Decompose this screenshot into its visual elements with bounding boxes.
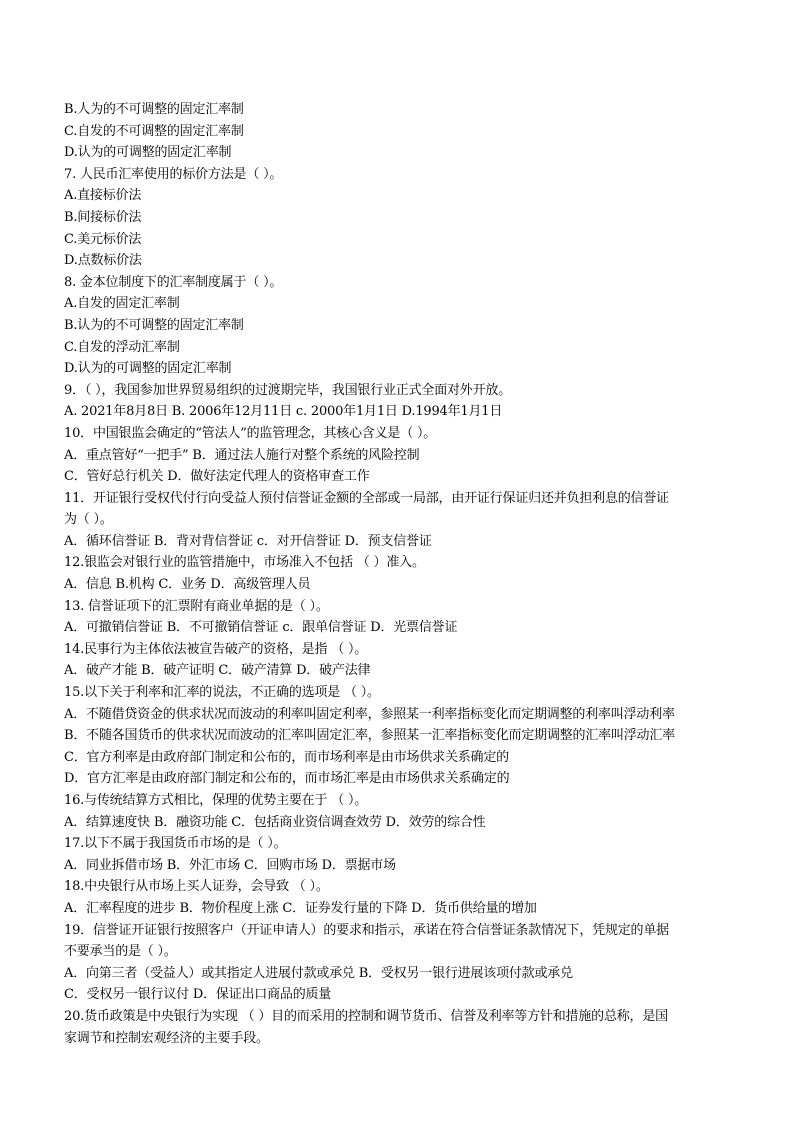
text-line: A．重点管好“一把手” B．通过法人施行对整个系统的风险控制 <box>64 447 420 463</box>
text-line: 14.民事行为主体依法被宣告破产的资格，是指 （ ）。 <box>64 641 368 657</box>
text-line: B.认为的不可调整的固定汇率制 <box>64 317 244 333</box>
text-line: 8. 金本位制度下的汇率制度属于（ ）。 <box>64 274 283 290</box>
text-line: A．汇率程度的进步 B．物价程度上涨 C．证券发行量的下降 D．货币供给量的增加 <box>64 900 537 916</box>
text-line: C.自发的浮动汇率制 <box>64 339 180 355</box>
text-line: C．管好总行机关 D．做好法定代理人的资格审查工作 <box>64 469 370 485</box>
text-line: B.人为的不可调整的固定汇率制 <box>64 102 244 117</box>
text-line: A. 2021年8月8日 B. 2006年12月11日 c. 2000年1月1日 D.1994年1月1日 <box>64 404 503 420</box>
text-line: A．同业拆借市场 B．外汇市场 C．回购市场 D．票据市场 <box>64 857 396 873</box>
text-line: 19．信誉证开证银行按照客户（开证申请人）的要求和指示，承诺在符合信誉证条款情况下，凭规定的单据 <box>64 922 669 938</box>
text-line: A．结算速度快 B．融资功能 C．包括商业资信调查效劳 D．效劳的综合性 <box>64 814 486 830</box>
text-line: 18.中央银行从市场上买人证券，会导致 （ ）。 <box>64 879 329 895</box>
text-line: 15.以下关于利率和汇率的说法，不正确的选项是 （ ）。 <box>64 685 380 701</box>
text-line: A．循环信誉证 B．背对背信誉证 c．对开信誉证 D．预支信誉证 <box>64 533 432 549</box>
document-page <box>64 99 734 1049</box>
text-line: B．不随各国货币的供求状况而波动的汇率叫固定汇率，参照某一汇率指标变化而定期调整的汇率叫浮动汇率 <box>64 728 675 744</box>
text-line: A．破产才能 B．破产证明 C．破产清算 D．破产法律 <box>64 663 371 679</box>
text-line: 12.银监会对银行业的监管措施中，市场准入不包括 （ ）准入。 <box>64 555 425 571</box>
text-line: B.间接标价法 <box>64 209 142 225</box>
text-line: A．向第三者（受益人）或其指定人进展付款或承兑 B．受权另一银行进展该项付款或承兑 <box>64 965 573 981</box>
text-line: 13. 信誉证项下的汇票附有商业单据的是（ ）。 <box>64 598 329 614</box>
text-line: 10．中国银监会确定的“管法人”的监管理念，其核心含义是（ ）。 <box>64 425 437 441</box>
text-line: A．不随借贷资金的供求状况而波动的利率叫固定利率，参照某一利率指标变化而定期调整的利率叫浮动利率 <box>64 706 675 722</box>
text-line: 17.以下不属于我国货币市场的是（ ）。 <box>64 836 287 852</box>
text-line: A．信息 B.机构 C．业务 D．高级管理人员 <box>64 577 311 593</box>
text-line: 9．（ ），我国参加世界贸易组织的过渡期完毕，我国银行业正式全面对外开放。 <box>64 382 512 398</box>
text-line: C．受权另一银行议付 D．保证出口商品的质量 <box>64 987 332 1003</box>
text-line: 16.与传统结算方式相比，保理的优势主要在于 （ ）。 <box>64 793 368 808</box>
text-line: D．官方汇率是由政府部门制定和公布的，而市场汇率是由市场供求关系确定的 <box>64 771 510 787</box>
text-line: 7. 人民币汇率使用的标价方法是（ ）。 <box>64 166 283 182</box>
text-line: 20.货币政策是中央银行为实现 （ ）目的而采用的控制和调节货币、信誉及利率等方针和措施的总称，是国 <box>64 1008 668 1024</box>
text-line: C．官方利率是由政府部门制定和公布的，而市场利率是由市场供求关系确定的 <box>64 749 509 765</box>
text-line: 11．开证银行受权代付行向受益人预付信誉证金额的全部或一局部，由开证行保证归还并负担利息的信誉证 <box>64 490 669 506</box>
text-line: 为（ ）。 <box>64 512 113 528</box>
text-line: C.美元标价法 <box>64 231 142 247</box>
text-line: D.认为的可调整的固定汇率制 <box>64 145 232 161</box>
text-line: A．可撤销信誉证 B．不可撤销信誉证 c．跟单信誉证 D．光票信誉证 <box>64 620 458 636</box>
text-line: C.自发的不可调整的固定汇率制 <box>64 123 244 139</box>
text-line: A.自发的固定汇率制 <box>64 296 180 312</box>
text-line: D.认为的可调整的固定汇率制 <box>64 361 232 377</box>
text-line: 不要承当的是（ ）。 <box>64 944 177 960</box>
text-line: D.点数标价法 <box>64 253 142 269</box>
text-line: A.直接标价法 <box>64 188 142 204</box>
text-line: 家调节和控制宏观经济的主要手段。 <box>64 1030 269 1046</box>
